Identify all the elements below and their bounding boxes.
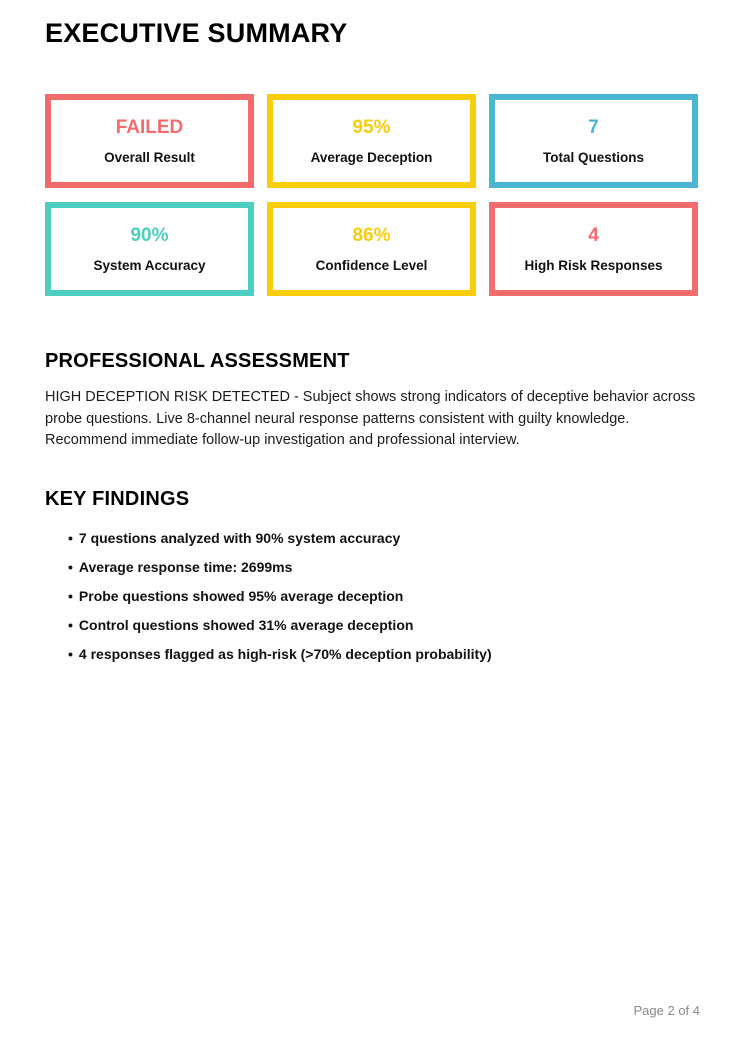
- page-number: Page 2 of 4: [633, 1003, 700, 1018]
- key-finding-item: [68, 588, 698, 605]
- section-key-findings: [45, 488, 698, 663]
- bullet-icon: •: [68, 558, 73, 575]
- key-finding-text: Probe questions showed 95% average deception: [78, 587, 404, 604]
- key-findings-list: [45, 530, 698, 663]
- stat-card-high-risk-responses: [489, 202, 698, 296]
- stat-card-overall-result: [45, 94, 254, 188]
- stat-card-value: FAILED: [115, 116, 184, 138]
- stat-card-label: Confidence Level: [315, 257, 428, 273]
- stat-card-average-deception: [267, 94, 476, 188]
- key-finding-text: Control questions showed 31% average deception: [78, 616, 414, 633]
- bullet-icon: •: [68, 529, 73, 546]
- stat-card-system-accuracy: [45, 202, 254, 296]
- section-professional-assessment: [45, 350, 698, 452]
- summary-stat-cards: [45, 94, 698, 296]
- key-finding-text: Average response time: 2699ms: [78, 558, 293, 575]
- page-title: EXECUTIVE SUMMARY: [45, 18, 348, 48]
- bullet-icon: •: [68, 616, 73, 633]
- key-finding-text: 7 questions analyzed with 90% system accuracy: [78, 529, 401, 546]
- bullet-icon: •: [68, 645, 73, 662]
- stat-card-label: Average Deception: [310, 149, 433, 165]
- bullet-icon: •: [68, 587, 73, 604]
- stat-card-label: High Risk Responses: [524, 257, 663, 273]
- section-heading-professional-assessment: PROFESSIONAL ASSESSMENT: [45, 350, 350, 372]
- key-finding-text: 4 responses flagged as high-risk (>70% deception probability): [78, 645, 492, 662]
- stat-card-confidence-level: [267, 202, 476, 296]
- key-finding-item: [68, 646, 698, 663]
- key-finding-item: [68, 559, 698, 576]
- stat-card-value: 95%: [352, 116, 391, 138]
- key-finding-item: [68, 617, 698, 634]
- stat-card-label: System Accuracy: [93, 257, 206, 273]
- assessment-paragraph: HIGH DECEPTION RISK DETECTED - Subject shows strong indicators of deceptive behavior across probe questions. Live 8-channel neural response patterns consistent with guilty knowledge. Recommend immediate follow-up investigation and professional interview.: [45, 389, 696, 448]
- key-finding-item: [68, 530, 698, 547]
- stat-card-value: 4: [588, 224, 599, 246]
- section-heading-key-findings: KEY FINDINGS: [45, 487, 190, 510]
- stat-card-label: Overall Result: [104, 149, 195, 165]
- stat-card-total-questions: [489, 94, 698, 188]
- stat-card-label: Total Questions: [542, 149, 644, 165]
- stat-card-value: 86%: [352, 224, 391, 246]
- stat-card-value: 90%: [130, 224, 169, 246]
- stat-card-value: 7: [588, 116, 599, 138]
